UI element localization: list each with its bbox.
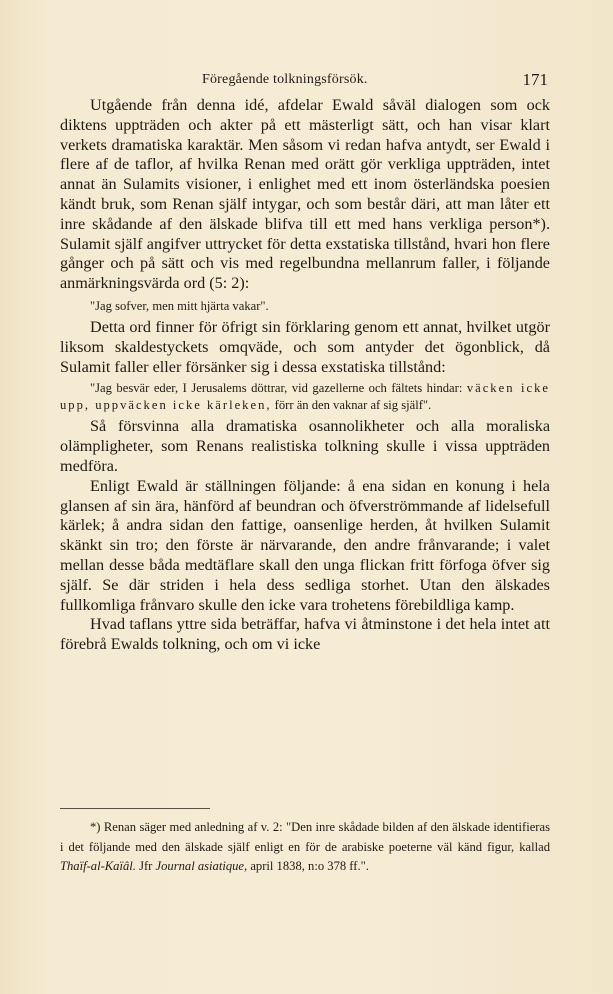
paragraph-4: Enligt Ewald är ställningen följande: å ena sidan en konung i hela glansen af sin ära, hänförd af beundran och öfverströmmande af lidelsefull kärlek; å andra sidan den fattige, oansenlige herden, åt hvilken Sulamit skänkt sin tro; den förste är närvarande, den andre frånvarande; i valet mellan desse båda medtäflare skall den unga flickan fritt förfoga öfver sig själf. Se där striden i hela dess sedliga storhet. Utan den älskades fullkomliga frånvaro skulle den icke vara trohetens förebildliga kamp. — [60, 476, 550, 614]
footnote-text-start: *) Renan säger med anledning af v. 2: "Den inre skådade bilden af den älskade identifieras i det följande med den älskade själf enligt en för de arabiske poeterne väl känd figur, kallad — [60, 820, 550, 854]
page-header — [60, 72, 560, 92]
footnote-text-mid: Jfr — [135, 859, 156, 873]
quote-1: "Jag sofver, men mitt hjärta vakar". — [90, 298, 269, 313]
footnote-rule — [60, 808, 210, 809]
body-text — [60, 96, 550, 655]
paragraph-1: Utgående från denna idé, afdelar Ewald såväl dialogen som ock diktens uppträden och akter på ett mästerligt sätt, och han visar klart verkets dramatiska karaktär. Men såsom vi redan hafva antydt, ser Ewald i flere af de taflor, af hvilka Renan med orätt gör verkliga uppträden, intet annat än Sulamits visioner, i enlighet med ett inom österländska poesien kändt bruk, som Renan själf intygar, och som består däri, att man låter ett inre skådande af den älskade blifva till ett med hans verkliga person*). Sulamit själf angifver uttrycket för detta exstatiska tillstånd, hvari hon flere gånger och på sätt och vis med regelbundna mellanrum faller, i följande anmärkningsvärda ord (5: 2): — [60, 96, 550, 293]
quote-2-spaced: väcken icke upp, uppväcken icke kärleken, — [60, 381, 550, 413]
running-head: Föregående tolkningsförsök. — [202, 72, 368, 87]
footnote-text-end: april 1838, n:o 378 ff.". — [247, 859, 369, 873]
paragraph-3: Så försvinna alla dramatiska osannolikheter och alla moraliska olämpligheter, som Renans realistiska tolkning skulle i vissa uppträden medföra. — [60, 417, 550, 475]
paragraph-5: Hvad taflans yttre sida beträffar, hafva vi åtminstone i det hela intet att förebrå Ewalds tolkning, och om vi icke — [60, 615, 550, 654]
paragraph-2: Detta ord finner för öfrigt sin förklaring genom ett annat, hvilket utgör liksom skaldestyckets omqväde, och som antyder det ögonblick, då Sulamit faller eller försänker sig i dessa exstatiska tillstånd: — [60, 317, 550, 376]
footnote-italic-journal: Journal asiatique, — [155, 859, 248, 873]
footnote — [60, 818, 550, 877]
quote-2-start: "Jag besvär eder, I Jerusalems döttrar, vid gazellerne och fältets hindar: — [90, 381, 467, 396]
quote-2-end: förr än den vaknar af sig själf". — [271, 398, 432, 413]
footnote-italic-term: Thaïf-al-Kaïâl. — [60, 859, 136, 873]
page-number: 171 — [522, 70, 548, 89]
quote-2 — [60, 380, 550, 414]
